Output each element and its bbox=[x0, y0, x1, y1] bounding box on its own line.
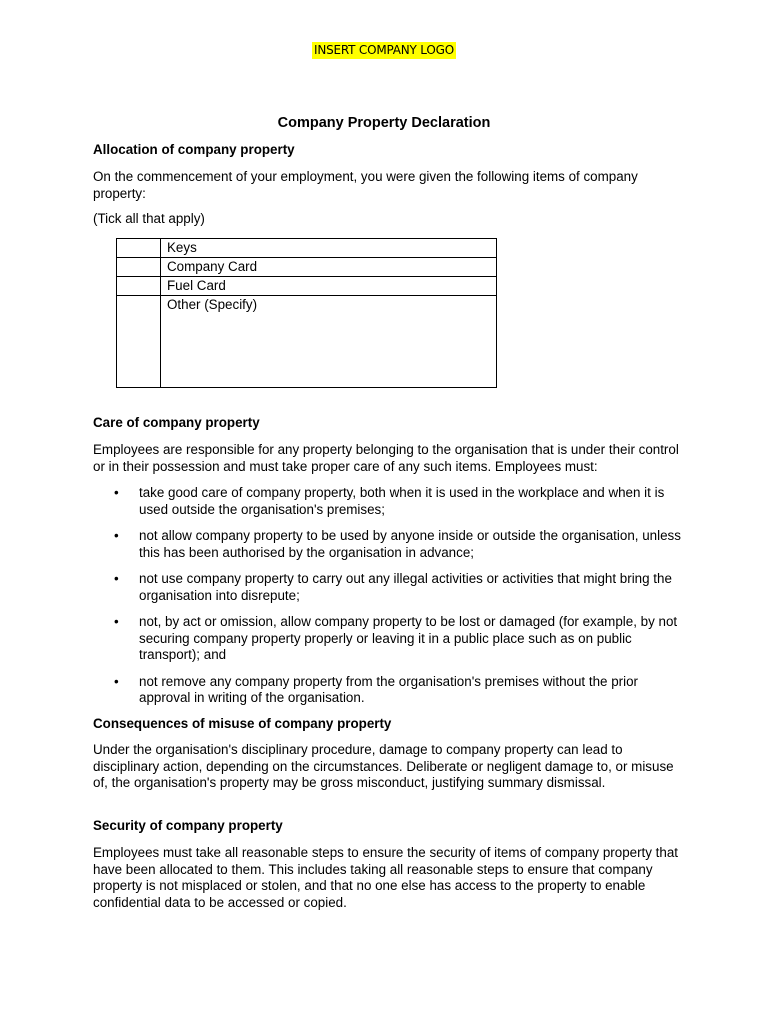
table-row bbox=[117, 258, 497, 277]
list-item bbox=[93, 485, 683, 518]
tick-box-fuel-card[interactable] bbox=[117, 277, 161, 296]
list-item bbox=[93, 528, 683, 561]
security-body: Employees must take all reasonable steps to ensure the security of items of company property that have been allocated to them. This includes taking all reasonable steps to ensure that company property is not misplaced or stolen, and that no one else has access to the property to enable confidential data to be accessed or copied. bbox=[93, 845, 679, 910]
item-label-company-card: Company Card bbox=[161, 258, 497, 277]
bullet-text: not, by act or omission, allow company property to be lost or damaged (for example, by not securing company property properly or leaving it in a public place such as on public transport); and bbox=[139, 614, 678, 662]
care-intro: Employees are responsible for any property belonging to the organisation that is under their control or in their possession and must take proper care of any such items. Employees must: bbox=[93, 442, 679, 474]
bullet-icon: • bbox=[114, 485, 119, 500]
bullet-text: not remove any company property from the organisation's premises without the prior approval in writing of the organisation. bbox=[139, 673, 638, 705]
allocation-heading: Allocation of company property bbox=[93, 142, 295, 157]
care-heading: Care of company property bbox=[93, 415, 260, 430]
table-row bbox=[117, 239, 497, 258]
consequences-body: Under the organisation's disciplinary procedure, damage to company property can lead to disciplinary action, depending on the circumstances. Deliberate or negligent damage to, or misuse of, the organisation's property may be gross misconduct, justifying summary dismissal. bbox=[93, 742, 674, 790]
company-logo-placeholder: INSERT COMPANY LOGO bbox=[314, 43, 454, 57]
list-item bbox=[93, 571, 683, 604]
bullet-text: not allow company property to be used by anyone inside or outside the organisation, unless this has been authorised by the organisation in advance; bbox=[139, 528, 681, 560]
bullet-text: not use company property to carry out any illegal activities or activities that might bring the organisation into disrepute; bbox=[139, 571, 672, 603]
list-item bbox=[93, 614, 683, 664]
list-item bbox=[93, 674, 683, 707]
allocation-intro: On the commencement of your employment, you were given the following items of company property: bbox=[93, 169, 638, 201]
bullet-icon: • bbox=[114, 528, 119, 543]
tick-box-keys[interactable] bbox=[117, 239, 161, 258]
tick-box-other[interactable] bbox=[117, 296, 161, 388]
allocation-instruction: (Tick all that apply) bbox=[93, 211, 205, 226]
consequences-heading: Consequences of misuse of company property bbox=[93, 716, 392, 731]
care-bullet-list bbox=[93, 485, 683, 717]
item-label-other[interactable]: Other (Specify) bbox=[161, 296, 497, 388]
bullet-icon: • bbox=[114, 614, 119, 629]
document-title: Company Property Declaration bbox=[277, 115, 491, 131]
tick-box-company-card[interactable] bbox=[117, 258, 161, 277]
table-row bbox=[117, 277, 497, 296]
table-row bbox=[117, 296, 497, 388]
property-items-table bbox=[116, 238, 497, 388]
item-label-fuel-card: Fuel Card bbox=[161, 277, 497, 296]
bullet-text: take good care of company property, both when it is used in the workplace and when it is used outside the organisation's premises; bbox=[139, 485, 665, 517]
security-heading: Security of company property bbox=[93, 818, 283, 833]
item-label-keys: Keys bbox=[161, 239, 497, 258]
bullet-icon: • bbox=[114, 673, 119, 689]
bullet-icon: • bbox=[114, 571, 119, 586]
